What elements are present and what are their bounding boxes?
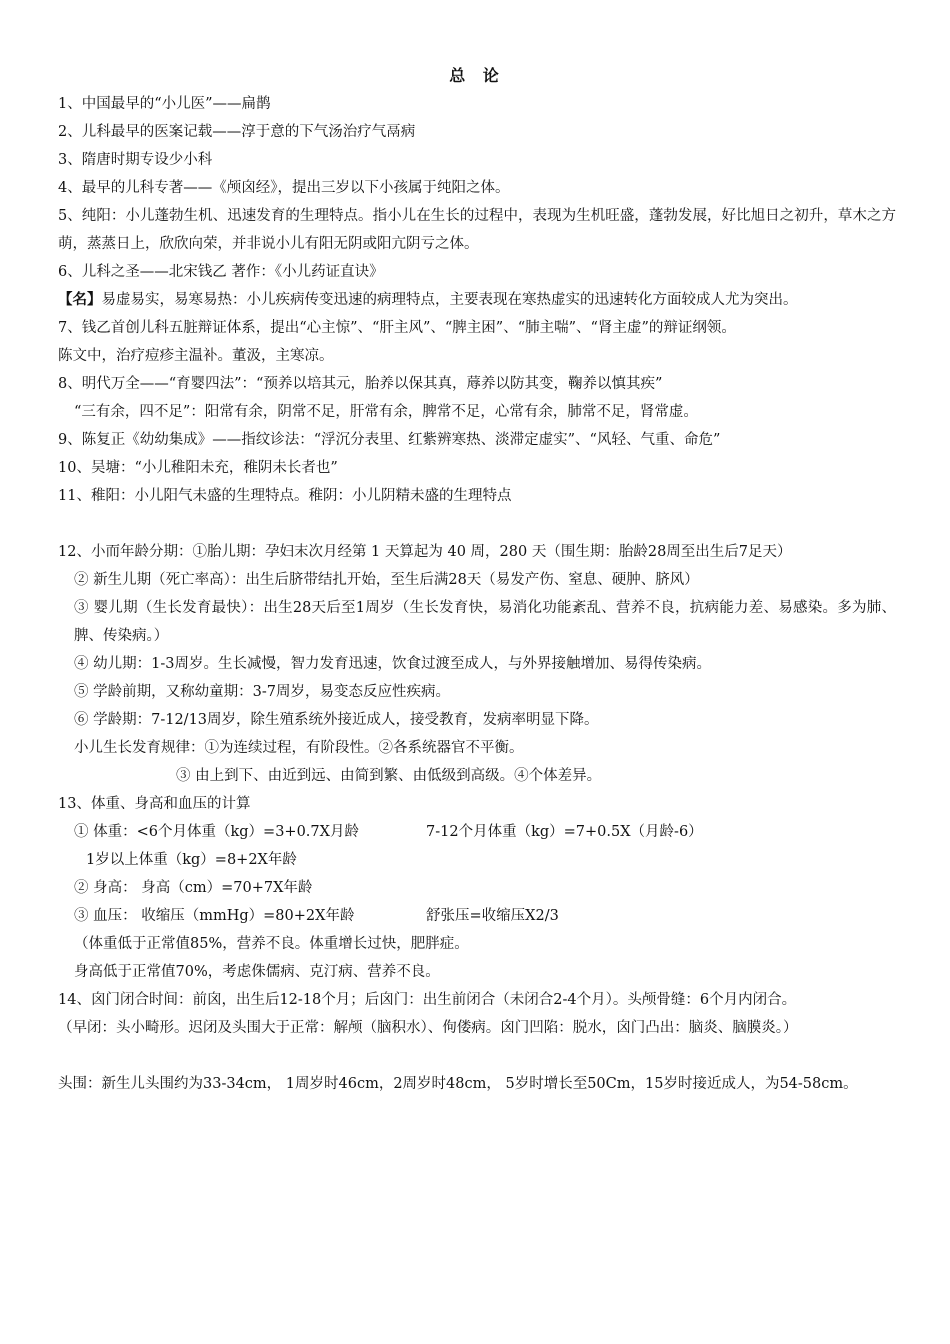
item-8-sub: “三有余，四不足”：阳常有余，阴常不足，肝常有余，脾常不足，心常有余，肺常不足，肾常虚。 — [74, 404, 698, 420]
item-13: 13、体重、身高和血压的计算 — [58, 796, 251, 812]
weight-formula-a: ① 体重：<6个月体重（kg）=3+0.7X月龄 — [74, 824, 359, 840]
bp-formula — [58, 902, 896, 930]
item-12-school: ⑥ 学龄期：7-12/13周岁，除生殖系统外接近成人，接受教育，发病率明显下降。 — [74, 712, 599, 728]
item-5: 5、纯阳：小儿蓬勃生机、迅速发育的生理特点。指小儿在生长的过程中，表现为生机旺盛，蓬勃发展，好比旭日之初升，草木之方萌，蒸蒸日上，欣欣向荣，并非说小儿有阳无阴或阳亢阴亏之体。 — [58, 208, 896, 252]
spacer — [58, 510, 896, 538]
item-2: 2、儿科最早的医案记载——淳于意的下气汤治疗气鬲病 — [58, 124, 416, 140]
item-6: 6、儿科之圣——北宋钱乙 著作：《小儿药证直诀》 — [58, 264, 384, 280]
page-title: 总 论 — [449, 66, 505, 85]
bp-formula-b: 舒张压=收缩压X2/3 — [426, 908, 559, 924]
item-4: 4、最早的儿科专著——《颅囟经》，提出三岁以下小孩属于纯阳之体。 — [58, 180, 510, 196]
ming-paragraph — [58, 286, 896, 314]
growth-rule-1: 小儿生长发育规律：①为连续过程，有阶段性。②各系统器官不平衡。 — [74, 740, 524, 756]
item-14: 14、囟门闭合时间：前囟，出生后12-18个月；后囟门：出生前闭合（未闭合2-4个月）。头颅骨缝：6个月内闭合。 — [58, 992, 797, 1008]
height-formula: ② 身高： 身高（cm）=70+7X年龄 — [74, 880, 313, 896]
item-12: 12、小而年龄分期：①胎儿期：孕妇末次月经第 1 天算起为 40 周，280 天（围生期：胎龄28周至出生后7足天） — [58, 544, 792, 560]
ming-text: 易虚易实，易寒易热：小儿疾病传变迅速的病理特点，主要表现在寒热虚实的迅速转化方面较成人尤为突出。 — [101, 292, 798, 308]
note-weight: （体重低于正常值85%，营养不良。体重增长过快，肥胖症。 — [74, 936, 469, 952]
bp-formula-a: ③ 血压： 收缩压（mmHg）=80+2X年龄 — [74, 908, 355, 924]
chen-line: 陈文中，治疗痘疹主温补。董汲，主寒凉。 — [58, 348, 334, 364]
weight-formula-2: 1岁以上体重（kg）=8+2X年龄 — [86, 852, 297, 868]
item-8: 8、明代万全——“育婴四法”：“预养以培其元，胎养以保其真，蓐养以防其变，鞠养以慎其疾” — [58, 376, 663, 392]
item-12-preschool: ⑤ 学龄前期，又称幼童期：3-7周岁，易变态反应性疾病。 — [74, 684, 450, 700]
item-1: 1、中国最早的“小儿医”——扁鹊 — [58, 96, 271, 112]
weight-formula-b: 7-12个月体重（kg）=7+0.5X（月龄-6） — [426, 824, 703, 840]
spacer-2 — [58, 1042, 896, 1070]
item-14-note: （早闭：头小畸形。迟闭及头围大于正常：解颅（脑积水）、佝偻病。囟门凹陷：脱水，囟门凸出：脑炎、脑膜炎。） — [58, 1020, 798, 1036]
item-3: 3、隋唐时期专设少小科 — [58, 152, 213, 168]
item-9: 9、陈复正《幼幼集成》——指纹诊法：“浮沉分表里、红紫辨寒热、淡滞定虚实”、“风轻、气重、命危” — [58, 432, 721, 448]
note-height: 身高低于正常值70%，考虑侏儒病、克汀病、营养不良。 — [74, 964, 440, 980]
ming-tag: 【名】 — [58, 291, 102, 308]
head-circumference: 头围：新生儿头围约为33-34cm， 1周岁时46cm，2周岁时48cm， 5岁时增长至50Cm，15岁时接近成人，为54-58cm。 — [58, 1076, 858, 1092]
item-12-neonate: ② 新生儿期（死亡率高）：出生后脐带结扎开始，至生后满28天（易发产伤、窒息、硬肿、脐风） — [74, 572, 699, 588]
growth-rule-2: ③ 由上到下、由近到远、由简到繁、由低级到高级。④个体差异。 — [176, 768, 602, 784]
weight-formula — [58, 818, 896, 846]
item-12-toddler: ④ 幼儿期：1-3周岁。生长减慢，智力发育迅速，饮食过渡至成人，与外界接触增加、易得传染病。 — [74, 656, 711, 672]
item-10: 10、吴塘：“小儿稚阳未充，稚阴未长者也” — [58, 460, 338, 476]
document-page — [58, 62, 896, 1098]
item-11: 11、稚阳：小儿阳气未盛的生理特点。稚阴：小儿阴精未盛的生理特点 — [58, 488, 512, 504]
item-12-infant: ③ 婴儿期（生长发育最快）：出生28天后至1周岁（生长发育快，易消化功能紊乱、营养不良，抗病能力差、易感染。多为肺、脾、传染病。） — [74, 600, 896, 644]
item-7: 7、钱乙首创儿科五脏辩证体系，提出“心主惊”、“肝主风”、“脾主困”、“肺主喘”、“肾主虚”的辩证纲领。 — [58, 320, 736, 336]
